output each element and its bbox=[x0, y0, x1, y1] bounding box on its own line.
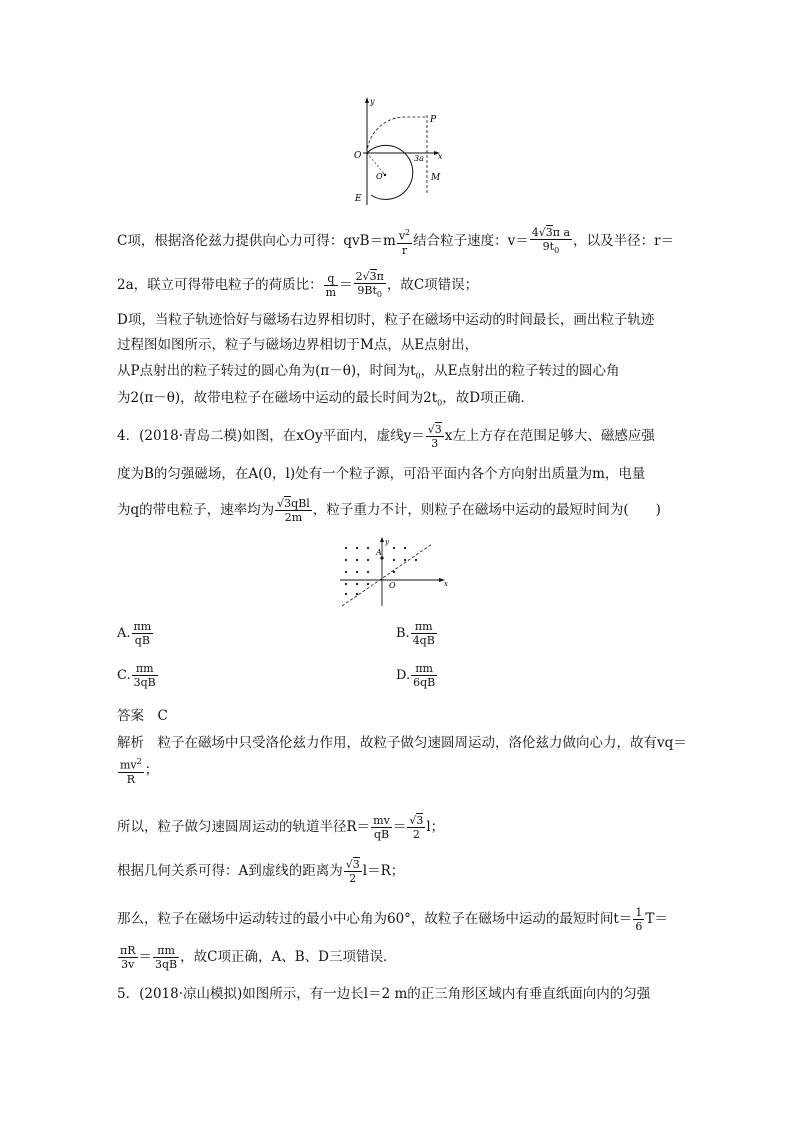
label-x-2: x bbox=[444, 580, 448, 588]
d3-text-a: 从P点射出的粒子转过的圆心角为(π－θ)，时间为t bbox=[117, 363, 416, 379]
exp5-eq: ＝ bbox=[138, 949, 153, 965]
label-x: x bbox=[438, 152, 443, 161]
d4-text-b: ，故D项正确． bbox=[442, 390, 535, 406]
exp2-b: l； bbox=[426, 819, 445, 835]
option-d[interactable]: D. $\frac{\pi m}{6qB}$ bbox=[396, 662, 436, 689]
c-text-a: C项，根据洛伦兹力提供向心力可得：qvB＝m bbox=[117, 233, 396, 250]
exp3-b: l＝R； bbox=[362, 863, 405, 879]
explanation-line2 bbox=[117, 814, 444, 841]
exp3-a: 根据几何关系可得：A到虚线的距离为 bbox=[117, 863, 343, 879]
label-O-2: O bbox=[389, 581, 396, 590]
exp4-b: T＝ bbox=[645, 911, 668, 927]
c2-text-a: 2a，联立可得带电粒子的荷质比： bbox=[117, 277, 323, 294]
label-O: O bbox=[354, 151, 362, 161]
label-E: E bbox=[355, 194, 362, 204]
label-A: A bbox=[376, 548, 382, 557]
answer-value: C bbox=[157, 708, 168, 724]
answer-label: 答案 bbox=[117, 708, 144, 724]
label-P: P bbox=[430, 115, 437, 125]
frac-sqrt3-over-2: $\frac{√3}{2}$ bbox=[409, 814, 424, 841]
y-axis-2-arrow bbox=[380, 537, 384, 542]
d4-text-a: 为2(π－θ)，故带电粒子在磁场中运动的最长时间为2t bbox=[117, 390, 438, 406]
q4-line1 bbox=[117, 423, 655, 450]
c-text-b: 结合粒子速度：v＝ bbox=[413, 233, 529, 250]
frac-sqrt3-over-2-b: $\frac{√3}{2}$ bbox=[345, 858, 360, 885]
frac-piR-over-3v: $\frac{\pi R}{3v}$ bbox=[120, 944, 136, 971]
c-item-line1 bbox=[117, 226, 674, 257]
solid-trajectory bbox=[367, 145, 413, 199]
exp4-a: 那么，粒子在磁场中运动转过的最小中心角为60°，故粒子在磁场中运动的最短时间t＝ bbox=[117, 911, 633, 927]
q4-line2: 度为B的匀强磁场，在A(0，l)处有一个粒子源，可沿平面内各个方向射出质量为m，电量 bbox=[117, 466, 646, 482]
frac-charge-mass: $\frac{2√3\pi}{9Bt_0}$ bbox=[355, 270, 384, 300]
figure-2-magnetic-field bbox=[336, 536, 456, 608]
label-y-2: y bbox=[385, 538, 389, 546]
exp1b-tail: ； bbox=[144, 761, 159, 778]
q4-l3-b: ，粒子重力不计，则粒子在磁场中运动的最短时间为( ) bbox=[312, 502, 661, 518]
d-item-line4 bbox=[117, 389, 534, 413]
exp2-a: 所以，粒子做匀速圆周运动的轨道半径R＝ bbox=[117, 819, 371, 835]
frac-mv-over-qB: $\frac{mv}{qB}$ bbox=[373, 814, 390, 841]
label-3a: 3a bbox=[414, 154, 424, 163]
q4-l1-a: 4．(2018·青岛二模)如图，在xOy平面内，虚线y＝ bbox=[117, 428, 425, 444]
figure-1-trajectory-diagram bbox=[345, 95, 455, 210]
boundary-line bbox=[342, 544, 432, 606]
frac-q-over-m: $\frac{q}{m}$ bbox=[325, 272, 337, 300]
frac-v2-over-r: $\frac{v^2}{r}$ bbox=[398, 228, 411, 257]
exp2-eq: ＝ bbox=[392, 819, 407, 835]
q4-line3 bbox=[117, 497, 661, 524]
label-O-prime: O′ bbox=[376, 172, 385, 181]
c2-eq: ＝ bbox=[339, 277, 353, 294]
label-y: y bbox=[370, 97, 375, 106]
frac-pim-over-3qB: $\frac{\pi m}{3qB}$ bbox=[155, 944, 178, 971]
c-item-line2 bbox=[117, 270, 478, 301]
exp5-b: ，故C项正确，A、B、D三项错误． bbox=[180, 949, 397, 965]
option-c[interactable]: C. $\frac{\pi m}{3qB}$ bbox=[117, 662, 156, 689]
q5-line1: 5．(2018·凉山模拟)如图所示，有一边长l＝2 m的正三角形区域内有垂直纸面向内的匀强 bbox=[117, 986, 651, 1002]
q4-l1-b: x左上方存在范围足够大、磁感应强 bbox=[444, 428, 655, 444]
explanation-label: 解析 bbox=[117, 735, 144, 751]
frac-velocity: $\frac{\text{4√3π a}}{9t_0}$ bbox=[531, 226, 571, 256]
frac-speed: $\frac{\text{√3qBl}}{2m}$ bbox=[277, 497, 310, 524]
c2-text-b: ，故C项错误； bbox=[386, 277, 479, 294]
option-a[interactable]: A. $\frac{\pi m}{qB}$ bbox=[117, 620, 152, 647]
explanation-line1 bbox=[117, 734, 687, 752]
label-M: M bbox=[431, 173, 441, 183]
explanation-line3 bbox=[117, 858, 404, 885]
answer-line bbox=[117, 707, 168, 725]
option-b[interactable]: B. $\frac{\pi m}{4qB}$ bbox=[396, 620, 435, 647]
d3-text-b: ，从E点射出的粒子转过的圆心角 bbox=[420, 363, 620, 379]
d4-sub: 0 bbox=[437, 398, 443, 408]
d-item-line3 bbox=[117, 362, 620, 386]
d-item-line1: D项，当粒子轨迹恰好与磁场右边界相切时，粒子在磁场中运动的时间最长，画出粒子轨迹 bbox=[117, 312, 655, 328]
d3-sub: 0 bbox=[415, 371, 421, 381]
c-text-c: ，以及半径：r＝ bbox=[573, 233, 675, 250]
d-item-line2: 过程图如图所示，粒子与磁场边界相切于M点，从E点射出， bbox=[117, 337, 479, 353]
frac-sqrt3-over-3: $\frac{√3}{3}$ bbox=[427, 423, 442, 450]
explanation-line1b bbox=[117, 755, 158, 786]
q4-l3-a: 为q的带电粒子，速率均为 bbox=[117, 502, 275, 518]
frac-one-sixth: $\frac{1}{6}$ bbox=[635, 906, 643, 933]
y-axis-arrow bbox=[365, 97, 369, 103]
explanation-line4 bbox=[117, 906, 668, 933]
frac-mv2-over-R: $\frac{mv^2}{R}$ bbox=[120, 757, 142, 786]
explanation-line5 bbox=[117, 944, 396, 971]
exp1-text: 粒子在磁场中只受洛伦兹力作用，故粒子做匀速圆周运动，洛伦兹力做向心力，故有vq＝ bbox=[157, 735, 687, 751]
